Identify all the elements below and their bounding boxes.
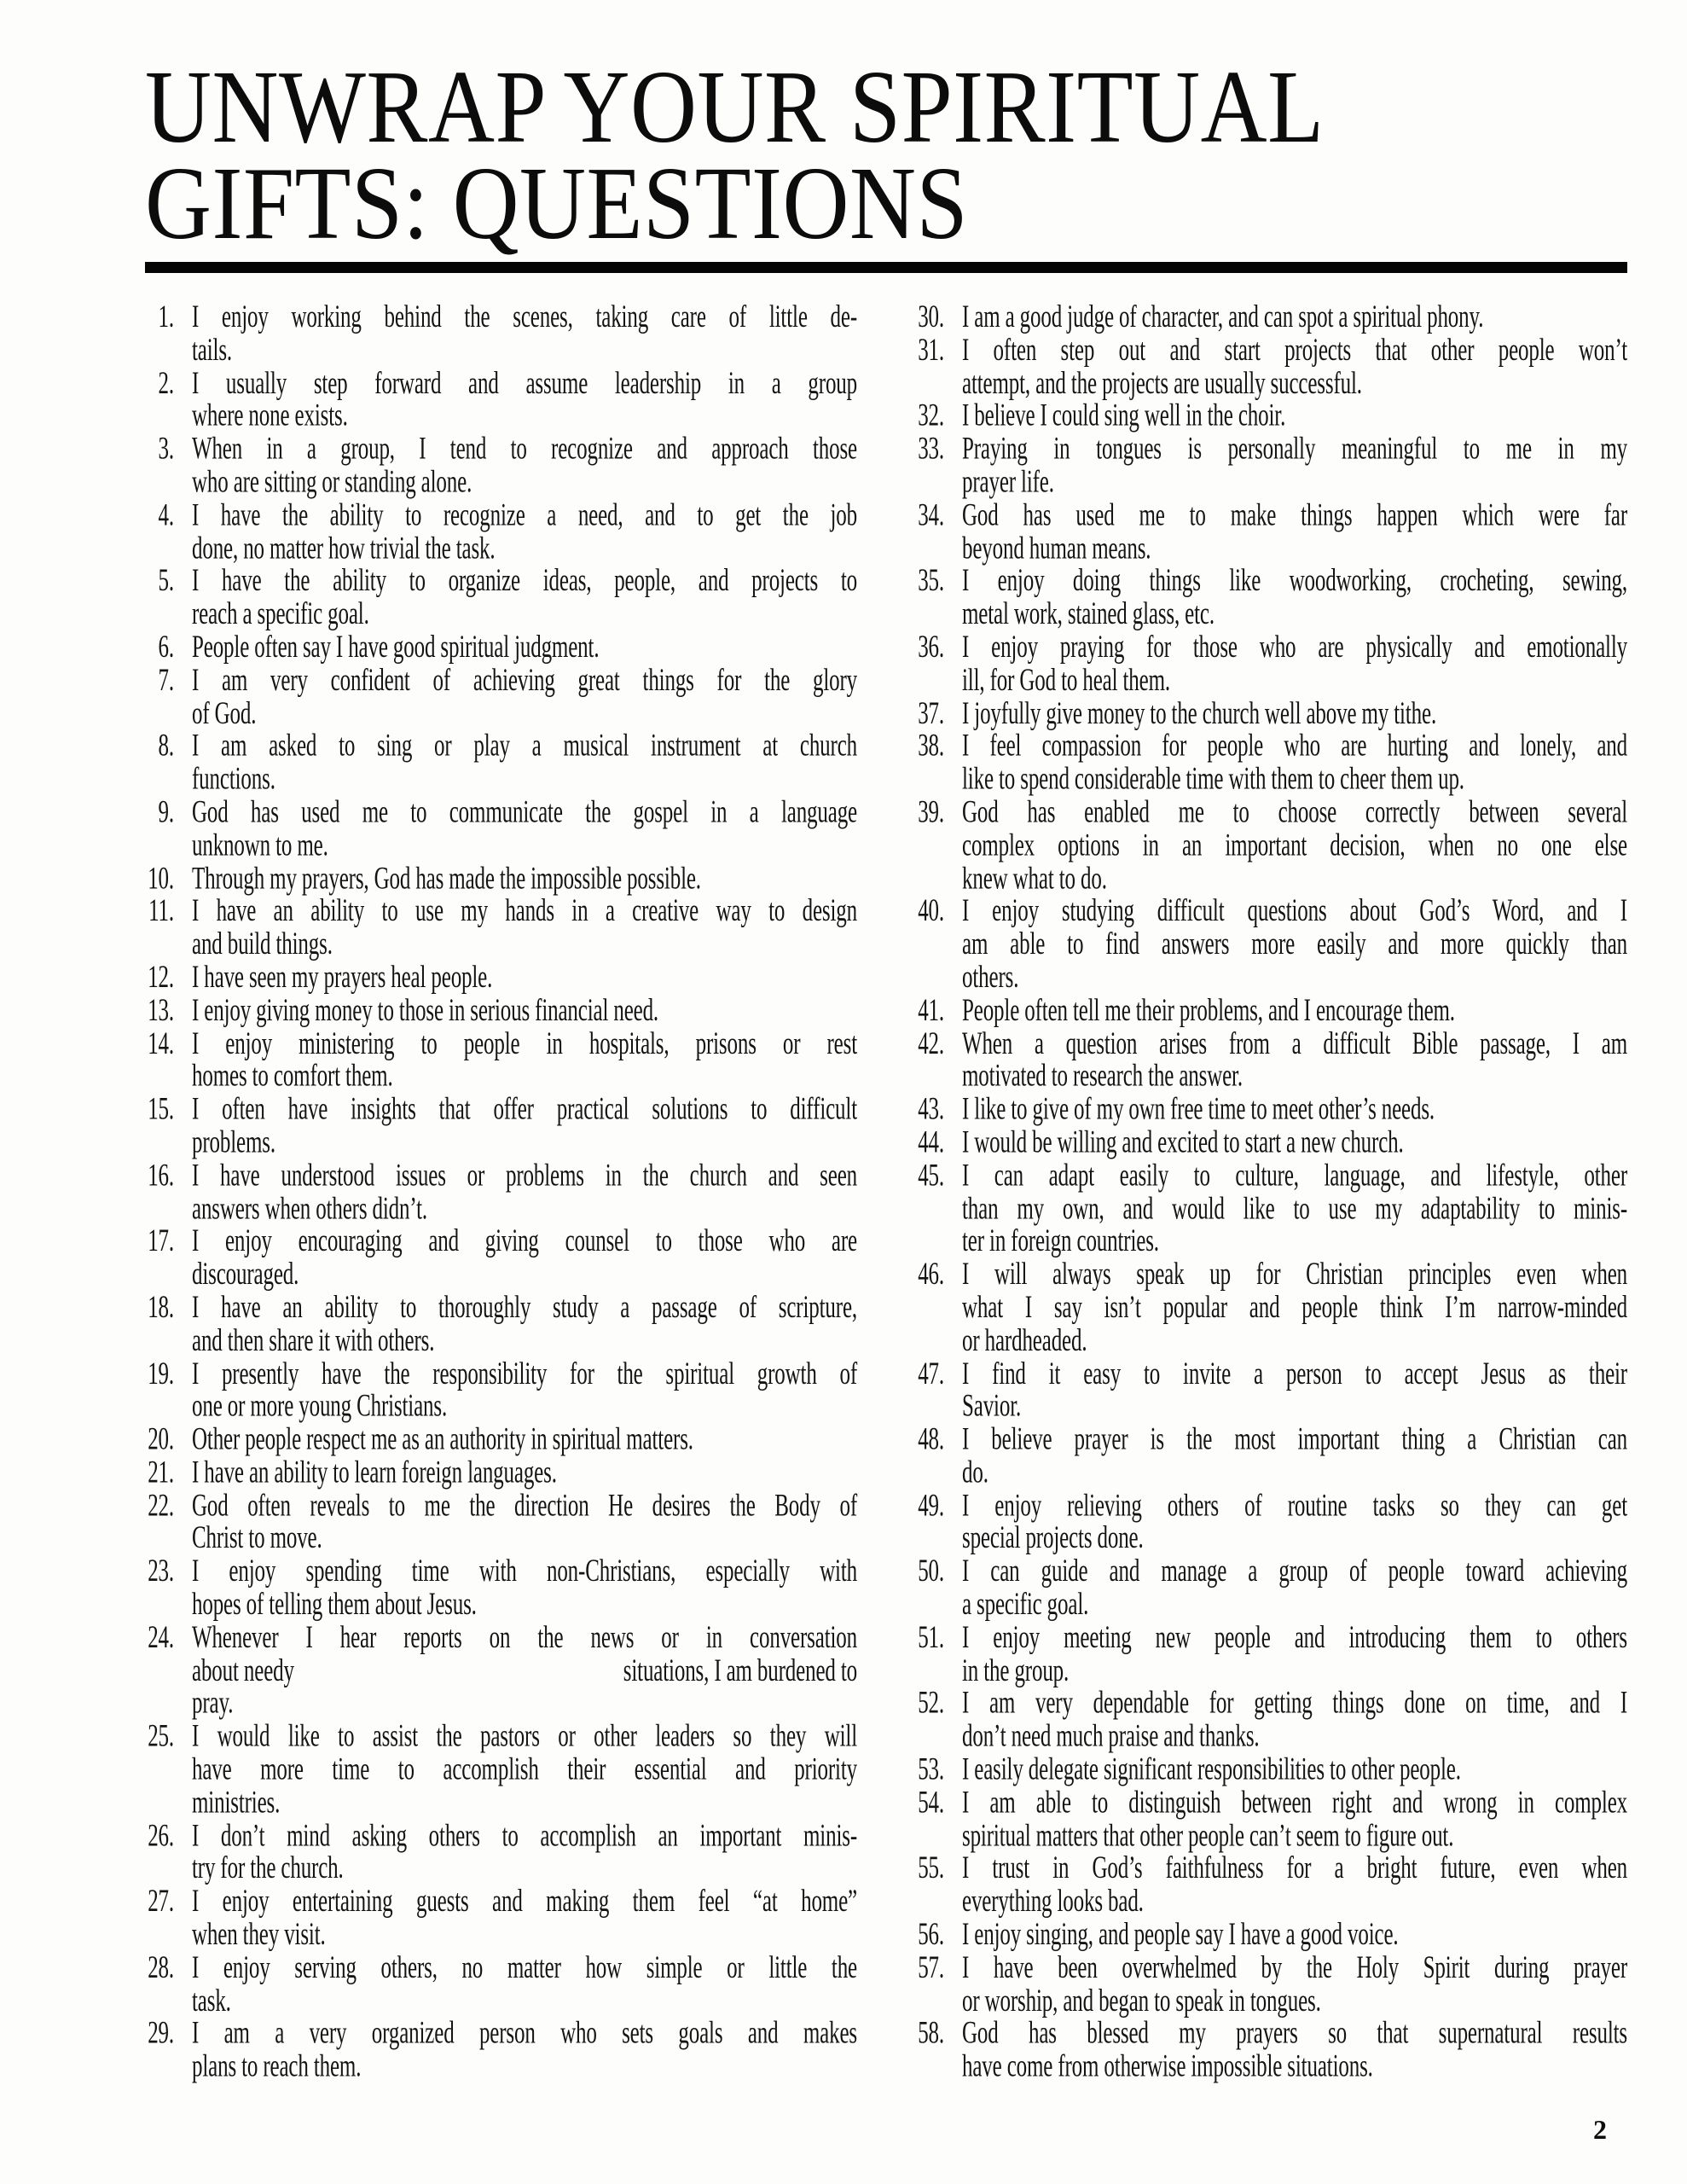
question-text [962,995,1627,1028]
question-line: functions. [192,762,275,797]
question-text [192,631,857,665]
question-item [915,301,1627,334]
question-line: plans to reach them. [192,2049,362,2084]
question-item [145,1094,857,1159]
question-text [962,499,1627,565]
question-line: I enjoy ministering to people in hospitals, prisons or rest [192,1025,857,1061]
question-line: reach a specific goal. [192,596,369,632]
question-text [962,1126,1627,1159]
question-text [192,1622,857,1721]
question-line: I feel compassion for people who are hurting and lonely, and [962,729,1627,764]
question-item [915,1424,1627,1490]
question-line: am able to find answers more easily and more quickly than [962,926,1627,962]
question-number: 35. [918,564,944,599]
question-number: 50. [918,1554,944,1589]
question-line: I have an ability to thoroughly study a passage of scripture, [192,1290,857,1325]
question-line: motivated to research the answer. [962,1059,1243,1094]
question-number: 1. [158,299,174,334]
question-number: 31. [918,333,944,368]
question-line: hopes of telling them about Jesus. [192,1587,477,1623]
question-text [962,1853,1627,1919]
question-number: 24. [148,1620,174,1655]
question-line: I often step out and start projects that other people won’t [962,333,1627,368]
question-line: task. [192,1983,231,2018]
question-number: 57. [918,1950,944,1985]
question-item [915,1919,1627,1952]
question-item [915,1952,1627,2018]
question-text [192,665,857,730]
question-item [915,566,1627,631]
question-line: I have the ability to organize ideas, people, and projects to [192,564,857,599]
page-title-line-1: UNWRAP YOUR SPIRITUAL [145,49,1325,166]
question-item [145,1952,857,2018]
question-number: 18. [148,1290,174,1325]
questions-column-right [915,301,1627,2084]
question-text [192,499,857,565]
question-number: 58. [918,2016,944,2052]
question-item [915,1786,1627,1852]
question-line: ter in foreign countries. [962,1223,1159,1259]
question-item [915,1159,1627,1258]
question-text [192,1820,857,1885]
question-text [962,1622,1627,1687]
question-item [915,2018,1627,2083]
question-item [145,1159,857,1225]
question-number: 44. [918,1124,944,1160]
question-number: 45. [918,1158,944,1194]
question-line: I have an ability to learn foreign languages. [192,1455,557,1490]
question-number: 54. [918,1785,944,1821]
question-item [145,1027,857,1093]
question-line: Other people respect me as an authority in spiritual matters. [192,1422,693,1457]
question-line: I believe prayer is the most important thing a Christian can [962,1422,1627,1457]
question-text [192,1555,857,1621]
question-line: I trust in God’s faithfulness for a bright future, even when [962,1851,1627,1886]
question-line: God has used me to make things happen which were far [962,497,1627,533]
question-line: I easily delegate significant responsibilities to other people. [962,1752,1461,1787]
question-item [915,334,1627,400]
question-text [962,1952,1627,2018]
question-item [915,1754,1627,1787]
question-text [192,863,857,896]
question-item [145,896,857,961]
question-line: Through my prayers, God has made the impossible possible. [192,861,701,896]
question-text [962,1027,1627,1093]
question-line: I am very confident of achieving great things for the glory [192,663,857,698]
question-text [962,1357,1627,1423]
question-number: 40. [918,894,944,929]
question-line: like to spend considerable time with them to cheer them up. [962,762,1464,797]
question-number: 37. [918,695,944,731]
question-line: I am asked to sing or play a musical instrument at church [192,729,857,764]
question-number: 51. [918,1620,944,1655]
question-line: I enjoy working behind the scenes, taking care of little de- [192,299,857,334]
question-item [145,433,857,499]
question-line: I believe I could sing well in the choir. [962,398,1286,434]
question-line: complex options in an important decision, when no one else [962,828,1627,863]
question-line: or hardheaded. [962,1323,1087,1358]
question-number: 2. [158,365,174,401]
question-item [915,730,1627,796]
question-text [962,730,1627,796]
question-number: 55. [918,1851,944,1886]
question-item [145,1622,857,1721]
question-line: People often say I have good spiritual judgment. [192,630,600,665]
question-number: 8. [158,729,174,764]
question-number: 47. [918,1356,944,1391]
question-item [145,367,857,433]
question-line: People often tell me their problems, and I encourage them. [962,993,1455,1028]
question-line: than my own, and would like to use my adaptability to minis- [962,1191,1627,1226]
question-text [962,1786,1627,1852]
question-number: 49. [918,1488,944,1524]
question-line: I have been overwhelmed by the Holy Spirit during prayer [962,1950,1627,1985]
question-line: try for the church. [192,1851,344,1886]
question-line: everything looks bad. [962,1884,1144,1920]
question-line: God has blessed my prayers so that supernatural results [962,2016,1627,2052]
question-number: 15. [148,1092,174,1127]
question-number: 26. [148,1818,174,1853]
question-line: I like to give of my own free time to meet other’s needs. [962,1092,1435,1127]
question-line: I don’t mind asking others to accomplish an important minis- [192,1818,857,1853]
question-item [145,631,857,665]
question-line: I joyfully give money to the church well above my tithe. [962,695,1437,731]
question-line: pray. [192,1686,234,1722]
page-title-line-2: GIFTS: QUESTIONS [145,146,969,262]
question-line: I can adapt easily to culture, language, and lifestyle, other [962,1158,1627,1194]
question-item [915,896,1627,995]
question-text [962,301,1627,334]
question-line: I enjoy spending time with non-Christians, especially with [192,1554,857,1589]
question-item [915,1094,1627,1127]
question-line: have more time to accomplish their essential and priority [192,1752,857,1787]
question-number: 12. [148,960,174,995]
question-line: When in a group, I tend to recognize and approach those [192,432,857,467]
question-line: I am a good judge of character, and can spot a spiritual phony. [962,299,1484,334]
question-line: special projects done. [962,1521,1144,1556]
question-line: I enjoy entertaining guests and making them feel “at home” [192,1884,857,1920]
question-line: Praying in tongues is personally meaningful to me in my [962,432,1627,467]
question-line: I often have insights that offer practical solutions to difficult [192,1092,857,1127]
question-line-left: about needy [192,1653,294,1688]
question-number: 13. [148,993,174,1028]
question-line: spiritual matters that other people can’t seem to figure out. [962,1818,1454,1853]
question-line: I am very dependable for getting things done on time, and I [962,1686,1627,1722]
question-text [192,367,857,433]
question-text [192,566,857,631]
question-item [915,631,1627,697]
question-item [915,400,1627,433]
question-line: where none exists. [192,398,348,434]
question-item [915,499,1627,565]
question-number: 27. [148,1884,174,1920]
question-line: a specific goal. [962,1587,1089,1623]
question-text [962,631,1627,697]
question-text [192,1952,857,2018]
question-text [962,697,1627,730]
question-text [192,796,857,862]
question-text [962,2018,1627,2083]
question-item [915,1555,1627,1621]
question-item [915,796,1627,895]
question-item [145,1357,857,1423]
question-number: 28. [148,1950,174,1985]
question-line: unknown to me. [192,828,328,863]
question-item [145,1225,857,1291]
question-item [145,1292,857,1357]
question-number: 23. [148,1554,174,1589]
question-number: 10. [148,861,174,896]
question-text [962,896,1627,995]
question-line: I usually step forward and assume leadership in a group [192,365,857,401]
question-line: I have the ability to recognize a need, and to get the job [192,497,857,533]
question-line: and then share it with others. [192,1323,435,1358]
question-text [962,566,1627,631]
question-text [192,2018,857,2083]
blank-gap [294,1655,623,1688]
question-text [962,1754,1627,1787]
question-text [192,1094,857,1159]
page-title [145,49,1627,262]
question-item [145,1456,857,1490]
question-line: I am able to distinguish between right and wrong in complex [962,1785,1627,1821]
question-line: ill, for God to heal them. [962,663,1170,698]
question-text [192,1885,857,1951]
question-line: done, no matter how trivial the task. [192,531,496,566]
question-line: attempt, and the projects are usually successful. [962,365,1362,401]
question-text [962,1159,1627,1258]
question-text [192,1027,857,1093]
question-line: one or more young Christians. [192,1389,448,1424]
question-line: Savior. [962,1389,1022,1424]
question-text [962,1094,1627,1127]
question-item [145,961,857,995]
question-line: I have understood issues or problems in the church and seen [192,1158,857,1194]
question-number: 43. [918,1092,944,1127]
title-divider [145,262,1627,273]
question-line: don’t need much praise and thanks. [962,1719,1260,1754]
question-item [145,1820,857,1885]
question-text [962,796,1627,895]
question-text [192,1159,857,1225]
question-text [192,1424,857,1457]
question-item [915,1622,1627,1687]
question-line: problems. [192,1124,275,1160]
question-line: God has enabled me to choose correctly between several [962,794,1627,830]
question-text [962,433,1627,499]
question-line: I enjoy studying difficult questions about God’s Word, and I [962,894,1627,929]
question-text [962,1424,1627,1490]
question-text [192,1225,857,1291]
question-item [915,697,1627,730]
question-number: 48. [918,1422,944,1457]
question-number: 52. [918,1686,944,1722]
question-text [192,433,857,499]
question-text [192,730,857,796]
question-item [145,499,857,565]
question-text [962,334,1627,400]
question-number: 7. [158,663,174,698]
question-item [145,1490,857,1555]
question-line: tails. [192,333,233,368]
question-number: 4. [158,497,174,533]
question-item [915,1126,1627,1159]
question-number: 46. [918,1257,944,1292]
question-text [192,1357,857,1423]
question-line: I presently have the responsibility for the spiritual growth of [192,1356,857,1391]
question-item [145,566,857,631]
questions-list [145,299,1627,2084]
question-text [962,1687,1627,1753]
question-number: 16. [148,1158,174,1194]
question-item [145,796,857,862]
question-text [192,1721,857,1820]
question-line: have come from otherwise impossible situations. [962,2049,1373,2084]
question-item [915,995,1627,1028]
question-number: 25. [148,1719,174,1754]
question-number: 19. [148,1356,174,1391]
question-number: 33. [918,432,944,467]
question-line: I enjoy singing, and people say I have a good voice. [962,1917,1399,1953]
question-item [145,1721,857,1820]
question-item [915,1258,1627,1357]
question-line: I have seen my prayers heal people. [192,960,493,995]
question-line: God has used me to communicate the gospel in a language [192,794,857,830]
question-line: Christ to move. [192,1521,322,1556]
question-item [145,665,857,730]
question-number: 36. [918,630,944,665]
question-line-right: situations, I am burdened to [623,1653,857,1688]
question-line: I would like to assist the pastors or other leaders so they will [192,1719,857,1754]
question-line: when they visit. [192,1917,326,1953]
question-number: 42. [918,1025,944,1061]
question-text [192,301,857,367]
question-number: 56. [918,1917,944,1953]
question-line: I find it easy to invite a person to accept Jesus as their [962,1356,1627,1391]
question-line: Whenever I hear reports on the news or in conversation [192,1620,857,1655]
question-number: 34. [918,497,944,533]
question-text [962,400,1627,433]
question-line: what I say isn’t popular and people think I’m narrow-minded [962,1290,1627,1325]
question-line: and build things. [192,926,333,962]
question-number: 3. [158,432,174,467]
question-item [145,863,857,896]
question-number: 5. [158,564,174,599]
question-item [915,1490,1627,1555]
question-item [145,730,857,796]
question-line: do. [962,1455,988,1490]
question-text [192,1292,857,1357]
question-text [192,1456,857,1490]
question-line: When a question arises from a difficult Bible passage, I am [962,1025,1627,1061]
question-line: or worship, and began to speak in tongues. [962,1983,1321,2018]
question-text [192,1490,857,1555]
question-item [145,1885,857,1951]
question-line: I will always speak up for Christian principles even when [962,1257,1627,1292]
question-line: prayer life. [962,464,1054,500]
question-line: I enjoy relieving others of routine tasks so they can get [962,1488,1627,1524]
question-number: 9. [158,794,174,830]
question-text [962,1258,1627,1357]
question-line [192,1655,857,1688]
question-text [192,995,857,1028]
question-line: I enjoy giving money to those in serious financial need. [192,993,659,1028]
question-line: metal work, stained glass, etc. [962,596,1215,632]
question-line: others. [962,960,1019,995]
question-line: I enjoy praying for those who are physically and emotionally [962,630,1627,665]
question-item [145,995,857,1028]
question-item [145,1555,857,1621]
question-line: homes to comfort them. [192,1059,393,1094]
question-line: ministries. [192,1785,281,1821]
question-line: I would be willing and excited to start a new church. [962,1124,1404,1160]
question-item [145,301,857,367]
question-number: 29. [148,2016,174,2052]
question-item [915,1687,1627,1753]
questions-column-left [145,301,857,2084]
question-line: answers when others didn’t. [192,1191,427,1226]
question-text [962,1490,1627,1555]
question-item [915,1027,1627,1093]
question-line: discouraged. [192,1257,299,1292]
question-number: 30. [918,299,944,334]
question-line: I can guide and manage a group of people toward achieving [962,1554,1627,1589]
question-item [145,1424,857,1457]
question-text [192,961,857,995]
question-line: beyond human means. [962,531,1151,566]
question-number: 17. [148,1223,174,1259]
question-number: 39. [918,794,944,830]
question-number: 20. [148,1422,174,1457]
question-item [145,2018,857,2083]
question-line: I enjoy encouraging and giving counsel to those who are [192,1223,857,1259]
question-number: 14. [148,1025,174,1061]
question-number: 22. [148,1488,174,1524]
question-item [915,1853,1627,1919]
question-number: 11. [148,894,174,929]
question-line: knew what to do. [962,861,1107,896]
question-line: of God. [192,695,257,731]
question-number: 21. [148,1455,174,1490]
question-number: 6. [158,630,174,665]
question-item [915,433,1627,499]
question-number: 41. [918,993,944,1028]
question-text [962,1555,1627,1621]
question-number: 38. [918,729,944,764]
question-line: I enjoy doing things like woodworking, crocheting, sewing, [962,564,1627,599]
question-line: God often reveals to me the direction He desires the Body of [192,1488,857,1524]
question-line: I am a very organized person who sets goals and makes [192,2016,857,2052]
question-text [192,896,857,961]
question-line: who are sitting or standing alone. [192,464,472,500]
question-line: I enjoy meeting new people and introducing them to others [962,1620,1627,1655]
question-line: I enjoy serving others, no matter how simple or little the [192,1950,857,1985]
question-number: 53. [918,1752,944,1787]
question-text [962,1919,1627,1952]
page-number: 2 [1593,2114,1607,2145]
question-item [915,1357,1627,1423]
question-line: in the group. [962,1653,1070,1688]
question-number: 32. [918,398,944,434]
question-line: I have an ability to use my hands in a creative way to design [192,894,857,929]
